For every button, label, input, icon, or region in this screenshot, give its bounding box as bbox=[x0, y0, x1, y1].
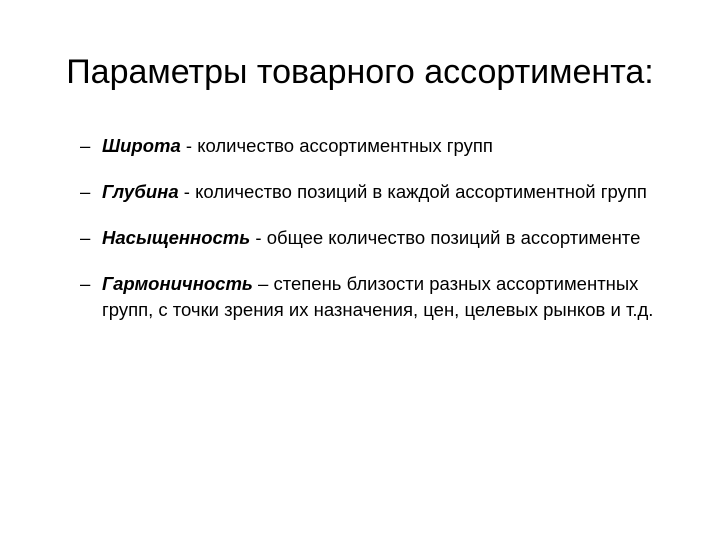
bullet-list bbox=[80, 133, 680, 343]
bullet-dash: – bbox=[80, 227, 91, 248]
bullet-term: Глубина bbox=[102, 181, 179, 202]
bullet-text: - количество ассортиментных групп bbox=[180, 135, 493, 156]
bullet-item-glubina bbox=[80, 179, 680, 205]
bullet-text: – степень близости разных ассортиментных групп, с точки зрения их назначения, цен, целевых рынков и т.д. bbox=[102, 273, 654, 320]
bullet-term: Насыщенность bbox=[102, 227, 251, 248]
bullet-dash: – bbox=[80, 135, 91, 156]
bullet-term: Широта bbox=[102, 135, 181, 156]
bullet-text: - общее количество позиций в ассортименте bbox=[250, 227, 641, 248]
bullet-item-garmonichnost bbox=[80, 271, 680, 323]
bullet-dash: – bbox=[80, 181, 91, 202]
bullet-text: - количество позиций в каждой ассортиментной групп bbox=[178, 181, 647, 202]
slide-title: Параметры товарного ассортимента: bbox=[66, 53, 654, 91]
bullet-dash: – bbox=[80, 273, 91, 294]
bullet-term: Гармоничность bbox=[102, 273, 253, 294]
bullet-item-nasyshchennost bbox=[80, 225, 680, 251]
bullet-item-shirota bbox=[80, 133, 680, 159]
